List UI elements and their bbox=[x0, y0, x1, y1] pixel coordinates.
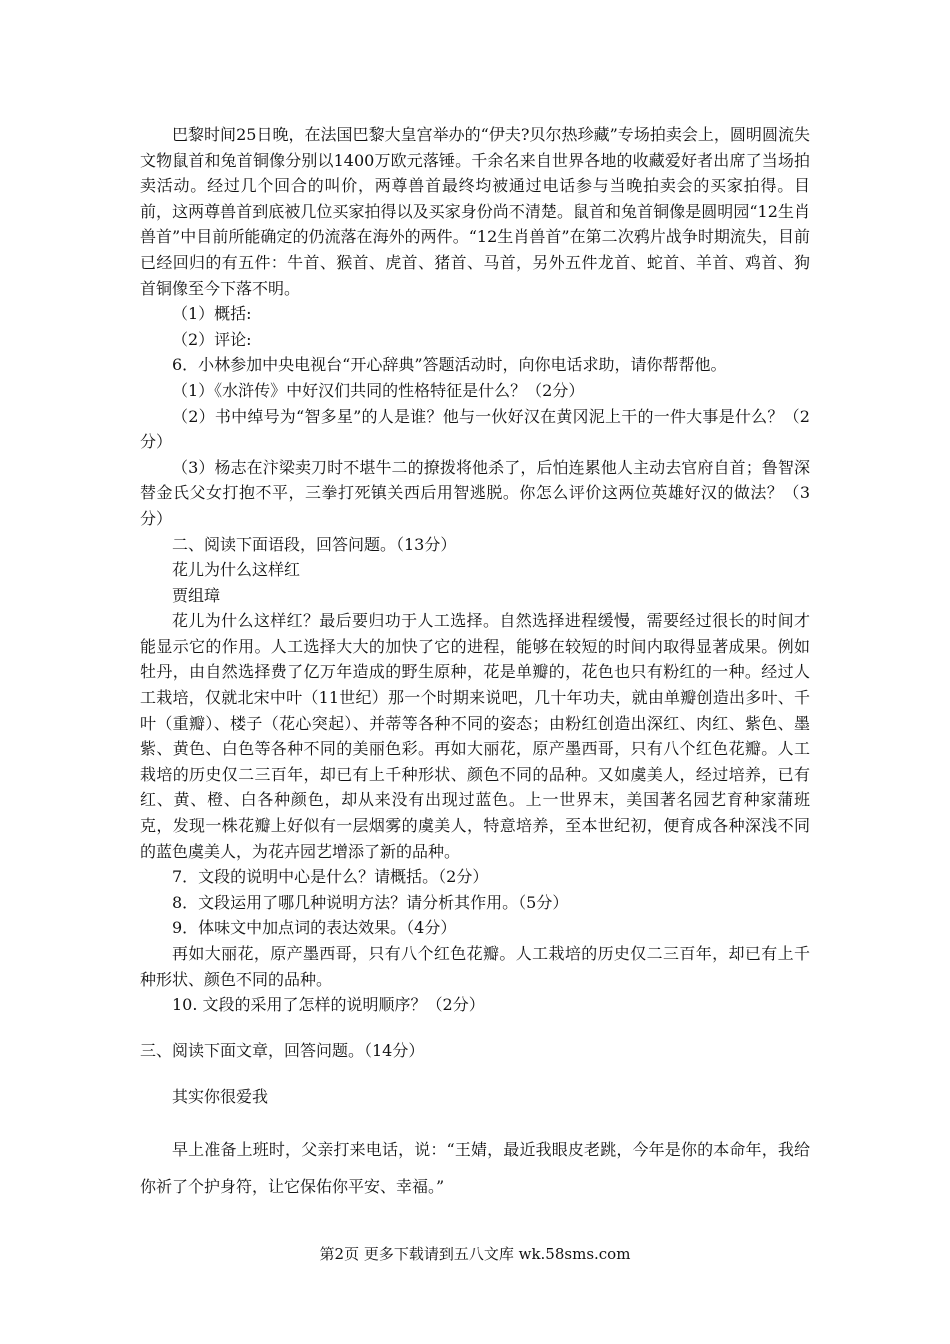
question-5-part-1: （1）概括: bbox=[172, 304, 252, 324]
question-6: 6．小林参加中央电视台“开心辞典”答题活动时，向你电话求助，请你帮帮他。 bbox=[172, 355, 727, 375]
document-content bbox=[140, 122, 810, 1205]
question-7: 7．文段的说明中心是什么？请概括。（2分） bbox=[172, 867, 489, 887]
page-footer: 第2页 更多下载请到五八文库 wk.58sms.com bbox=[319, 1245, 631, 1263]
article-3-paragraph: 早上准备上班时，父亲打来电话，说：“王婧，最近我眼皮老跳，今年是你的本命年，我给你祈了个护身符，让它保佑你平安、幸福。” bbox=[140, 1139, 810, 1196]
section-2-heading: 二、阅读下面语段，回答问题。（13分） bbox=[172, 534, 457, 554]
section-3-heading: 三、阅读下面文章，回答问题。（14分） bbox=[140, 1040, 425, 1060]
question-5-part-2: （2）评论: bbox=[172, 329, 252, 349]
question-6-part-3: （3）杨志在汴梁卖刀时不堪牛二的撩拨将他杀了，后怕连累他人主动去官府自首；鲁智深替金氏父女打抱不平，三拳打死镇关西后用智逃脱。你怎么评价这两位英雄好汉的做法？（3分） bbox=[140, 457, 810, 528]
question-6-part-2: （2）书中绰号为“智多星”的人是谁？他与一伙好汉在黄冈泥上干的一件大事是什么？（2分） bbox=[140, 406, 810, 452]
quoted-excerpt: 再如大丽花，原产墨西哥，只有八个红色花瓣。人工栽培的历史仅二三百年，却已有上千种形状、颜色不同的品种。 bbox=[140, 944, 810, 989]
question-9: 9．体味文中加点词的表达效果。（4分） bbox=[172, 918, 457, 938]
question-6-part-1: （1）《水浒传》中好汉们共同的性格特征是什么？（2分） bbox=[172, 380, 585, 400]
article-2-title: 花儿为什么这样红 bbox=[172, 560, 301, 580]
question-10: 10. 文段的采用了怎样的说明顺序？（2分） bbox=[172, 995, 485, 1015]
article-2-paragraph: 花儿为什么这样红？最后要归功于人工选择。自然选择进程缓慢，需要经过很长的时间才能显示它的作用。人工选择大大的加快了它的进程，能够在较短的时间内取得显著成果。例如牡丹，由自然选择费了亿万年造成的野生原种，花是单瓣的，花色也只有粉红的一种。经过人工栽培，仅就北宋中叶（11世纪）那一个时期来说吧，几十年功夫，就由单瓣创造出多叶、千叶（重瓣）、楼子（花心突起）、并蒂等各种不同的姿态；由粉红创造出深红、肉红、紫色、墨紫、黄色、白色等各种不同的美丽色彩。再如大丽花，原产墨西哥，只有八个红色花瓣。人工栽培的历史仅二三百年，却已有上千种形状、颜色不同的品种。又如虞美人，经过培养，已有红、黄、橙、白各种颜色，却从来没有出现过蓝色。上一世界末，美国著名园艺育种家蒲班克，发现一株花瓣上好似有一层烟雾的虞美人，特意培养，至本世纪初，便育成各种深浅不同的蓝色虞美人，为花卉园艺增添了新的品种。 bbox=[140, 611, 810, 861]
article-2-author: 贾组璋 bbox=[172, 585, 221, 605]
question-8: 8．文段运用了哪几种说明方法？请分析其作用。（5分） bbox=[172, 892, 569, 912]
news-paragraph: 巴黎时间25日晚，在法国巴黎大皇宫举办的“伊夫?贝尔热珍藏”专场拍卖会上，圆明圆流失文物鼠首和兔首铜像分别以1400万欧元落锤。千余名来自世界各地的收藏爱好者出席了当场拍卖活动。经过几个回合的叫价，两尊兽首最终均被通过电话参与当晚拍卖会的买家拍得。目前，这两尊兽首到底被几位买家拍得以及买家身份尚不清楚。鼠首和兔首铜像是圆明园“12生肖兽首”中目前所能确定的仍流落在海外的两件。“12生肖兽首”在第二次鸦片战争时期流失，目前已经回归的有五件：牛首、猴首、虎首、猪首、马首，另外五件龙首、蛇首、羊首、鸡首、狗首铜像至今下落不明。 bbox=[140, 125, 810, 298]
article-3-title: 其实你很爱我 bbox=[172, 1087, 269, 1107]
